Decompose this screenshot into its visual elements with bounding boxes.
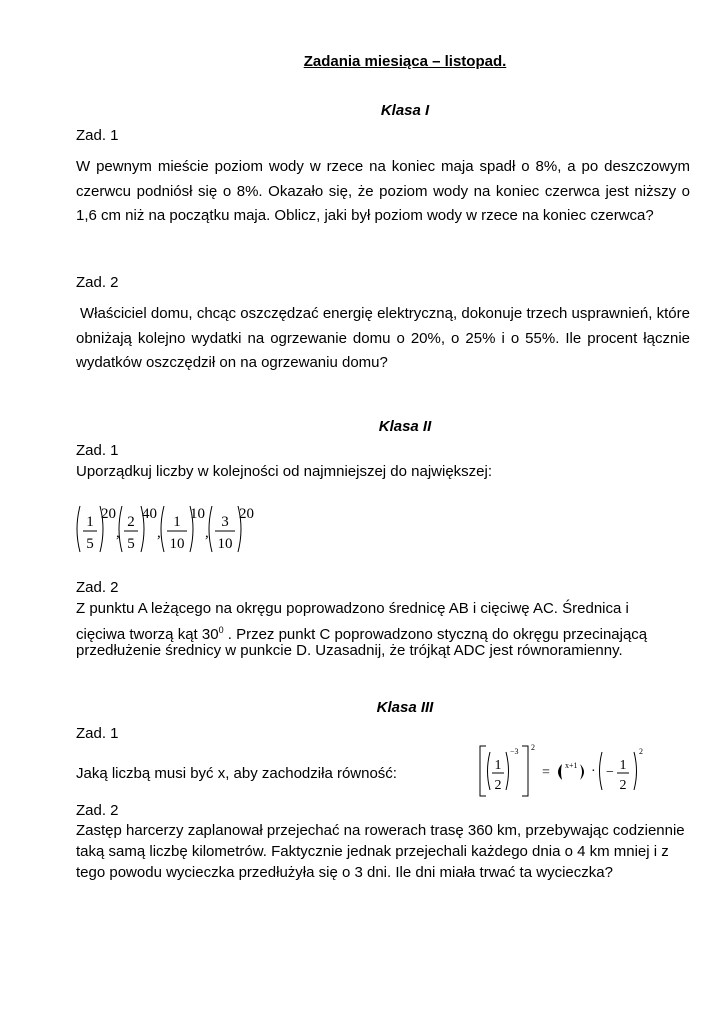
klasa2-zad2-label: Zad. 2 [76,579,119,596]
klasa3-zad1-text: Jaką liczbą musi być x, aby zachodziła równość: [76,765,397,782]
missing-glyph-icon [558,764,562,780]
klasa2-zad1-text: Uporządkuj liczby w kolejności od najmniejszej do największej: [76,463,493,480]
page-title: Zadania miesiąca – listopad. [303,53,507,70]
eq-equals: = [542,765,550,780]
frac1-den: 5 [86,536,94,552]
klasa1-zad1-label: Zad. 1 [76,127,119,144]
frac3-den: 10 [169,536,185,552]
svg-text:,: , [205,525,209,541]
svg-text:,: , [157,525,161,541]
klasa3-zad2-label: Zad. 2 [76,802,119,819]
klasa3-heading: Klasa III [376,699,434,716]
missing-glyph-icon [580,764,584,780]
frac2-exp: 40 [142,506,157,522]
eq-outer-exp: 2 [531,743,535,752]
klasa2-zad2-line2b: . Przez punkt C poprowadzono styczną do okręgu przecinającą [223,626,648,643]
eq-exp2: 2 [639,747,643,756]
klasa1-zad2-text: Właściciel domu, chcąc oszczędzać energię elektryczną, dokonuje trzech usprawnień, które obniżają kolejno wydatki na ogrzewanie domu o 20%, o 25% i o 55%. Ile procent łącznie wydatków oszczędził on na ogrzewaniu domu? [76,305,690,371]
klasa2-zad2-line3: przedłużenie średnicy w punkcie D. Uzasadnij, że trójkąt ADC jest równoramienny. [76,642,623,659]
klasa2-zad2-line1: Z punktu A leżącego na okręgu poprowadzono średnicę AB i cięciwę AC. Średnica i [76,600,629,617]
degree-sup: 0 [218,625,224,635]
klasa3-zad1-label: Zad. 1 [76,725,119,742]
frac4-den: 10 [217,536,233,552]
eq-rhs-exp: x+1 [565,761,578,770]
frac3-num: 1 [173,514,181,530]
eq-den2: 2 [619,778,627,793]
eq-num: 1 [494,758,502,773]
equation [474,742,654,800]
klasa2-zad1-label: Zad. 1 [76,442,119,459]
klasa1-heading: Klasa I [380,102,430,119]
klasa1-zad2-label: Zad. 2 [76,274,119,291]
eq-inner-exp: −3 [510,747,519,756]
frac4-num: 3 [221,514,229,530]
eq-minus: − [606,765,614,780]
frac1-exp: 20 [101,506,116,522]
klasa2-heading: Klasa II [378,418,432,435]
frac4-exp: 20 [239,506,254,522]
klasa1-zad1-text: W pewnym mieście poziom wody w rzece na koniec maja spadł o 8%, a po deszczowym czerwcu podniósł się o 8%. Okazało się, że poziom wody na koniec czerwca jest niższy o 1,6 cm niż na początku maja. Oblicz, jaki był poziom wody w rzece na koniec czerwca? [76,158,690,224]
eq-num2: 1 [619,758,627,773]
frac2-den: 5 [127,536,135,552]
eq-dot: · [591,764,596,779]
eq-den: 2 [494,778,502,793]
frac2-num: 2 [127,514,135,530]
frac3-exp: 10 [190,506,205,522]
frac1-num: 1 [86,514,94,530]
svg-text:,: , [116,525,120,541]
fractions-expression [70,500,270,560]
klasa3-zad2-text: Zastęp harcerzy zaplanował przejechać na rowerach trasę 360 km, przebywając codziennie taką samą liczbę kilometrów. Faktycznie jednak przejechali każdego dnia o 4 km mniej i z tego powodu wycieczka przedłużyła się o 3 dni. Ile dni miała trwać ta wycieczka? [76,822,685,881]
klasa2-zad2-line2a: cięciwa tworzą kąt 30 [76,626,219,643]
